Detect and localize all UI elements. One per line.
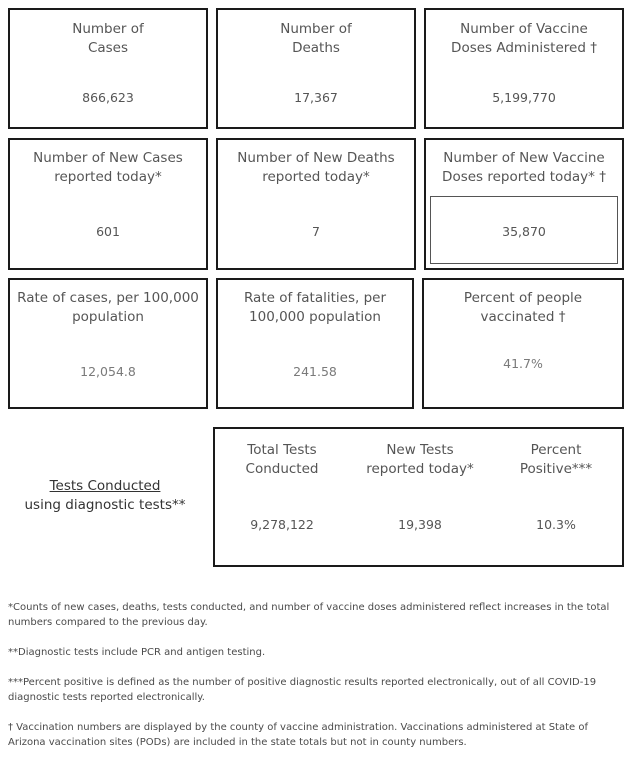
total-cases-label: Number of Cases xyxy=(72,21,144,56)
fatality-rate-card xyxy=(216,278,414,409)
tests-conducted-title xyxy=(10,477,200,515)
total-cases-value: 866,623 xyxy=(82,90,134,105)
percent-vaccinated-value: 41.7% xyxy=(503,356,543,371)
fatality-rate-label: Rate of fatalities, per 100,000 population xyxy=(243,290,387,325)
percent-positive-value: 10.3% xyxy=(536,517,576,532)
tests-conducted-link[interactable]: Tests Conducted xyxy=(49,478,161,494)
footnote-percent-positive: ***Percent positive is defined as the number of positive diagnostic results reported electronically, out of all COVID-19 diagnostic tests reported electronically. xyxy=(8,677,597,703)
case-rate-value: 12,054.8 xyxy=(80,364,136,379)
footnote-vaccination: † Vaccination numbers are displayed by the county of vaccine administration. Vaccinations administered at State of Arizona vaccination sites (PODs) are included in the state totals but not in county numbers. xyxy=(8,722,588,748)
new-deaths-value: 7 xyxy=(312,224,320,239)
new-tests-label: New Tests reported today* xyxy=(366,442,474,477)
case-rate-label: Rate of cases, per 100,000 population xyxy=(17,290,199,325)
new-cases-value: 601 xyxy=(96,224,120,239)
total-deaths-card xyxy=(216,8,416,129)
vaccine-doses-value: 5,199,770 xyxy=(492,90,556,105)
new-vaccine-doses-label: Number of New Vaccine Doses reported today* † xyxy=(442,150,606,185)
vaccine-doses-card xyxy=(424,8,624,129)
fatality-rate-value: 241.58 xyxy=(293,364,337,379)
new-deaths-card xyxy=(216,138,416,270)
new-tests-value: 19,398 xyxy=(398,517,442,532)
total-deaths-label: Number of Deaths xyxy=(280,21,352,56)
new-vaccine-doses-value: 35,870 xyxy=(502,224,546,239)
percent-vaccinated-label: Percent of people vaccinated † xyxy=(463,290,583,325)
tests-card xyxy=(213,427,624,567)
footnote-new-counts: *Counts of new cases, deaths, tests conducted, and number of vaccine doses administered reflect increases in the total numbers compared to the previous day. xyxy=(8,602,610,628)
total-tests-value: 9,278,122 xyxy=(250,517,314,532)
percent-positive-label: Percent Positive*** xyxy=(519,442,593,477)
case-rate-card xyxy=(8,278,208,409)
new-cases-card xyxy=(8,138,208,270)
total-deaths-value: 17,367 xyxy=(294,90,338,105)
new-vaccine-doses-card xyxy=(424,138,624,270)
footnote-diagnostic-tests: **Diagnostic tests include PCR and antigen testing. xyxy=(8,647,266,658)
tests-conducted-subtitle: using diagnostic tests** xyxy=(24,497,186,513)
total-tests-label: Total Tests Conducted xyxy=(245,442,319,477)
percent-vaccinated-card xyxy=(422,278,624,409)
new-cases-label: Number of New Cases reported today* xyxy=(33,150,183,185)
vaccine-doses-label: Number of Vaccine Doses Administered † xyxy=(451,21,597,56)
total-cases-card xyxy=(8,8,208,129)
new-deaths-label: Number of New Deaths reported today* xyxy=(237,150,395,185)
